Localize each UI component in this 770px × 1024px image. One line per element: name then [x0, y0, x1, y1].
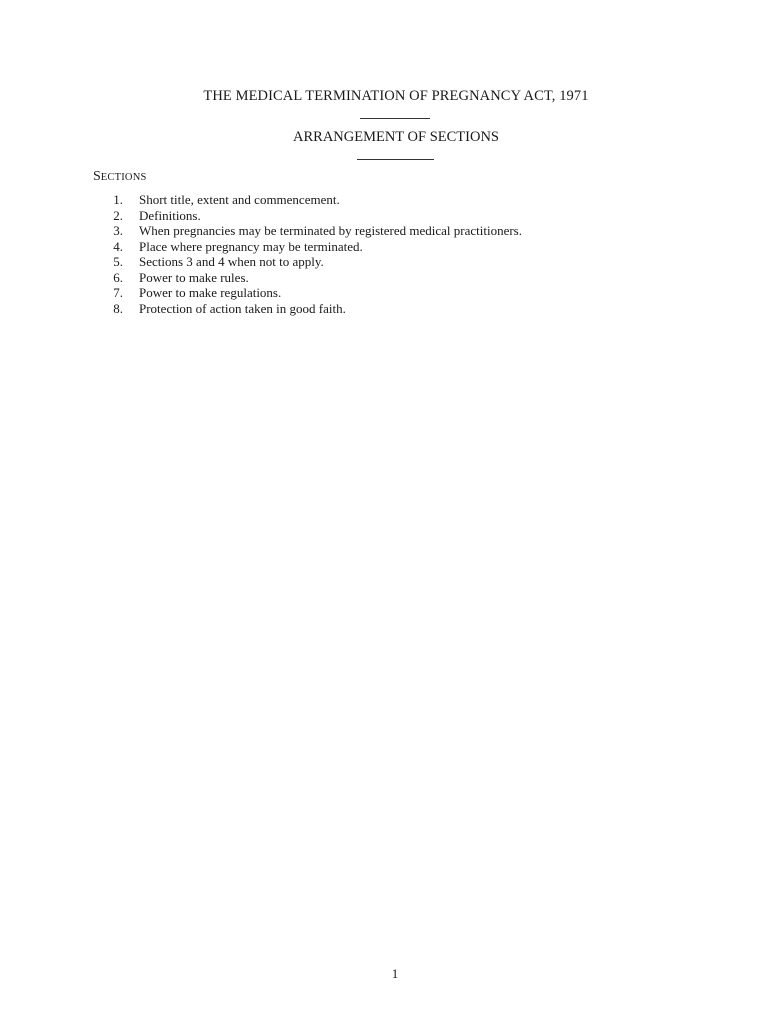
section-number: 8.: [113, 300, 123, 316]
section-number: 1.: [113, 192, 123, 207]
section-title: Protection of action taken in good faith.: [139, 300, 346, 316]
section-title: Definitions.: [139, 207, 201, 223]
section-number: 2.: [113, 207, 123, 223]
section-item: [96, 208, 522, 224]
section-title: Power to make regulations.: [139, 285, 282, 300]
section-item: [96, 301, 522, 317]
section-title: When pregnancies may be terminated by registered medical practitioners.: [139, 223, 522, 238]
act-title: THE MEDICAL TERMINATION OF PREGNANCY ACT, 1971: [203, 88, 589, 104]
section-number: 4.: [113, 238, 123, 254]
section-title: Place where pregnancy may be terminated.: [139, 238, 363, 254]
sections-label-rest: ECTIONS: [100, 172, 147, 183]
section-item: [96, 223, 522, 239]
section-number: 6.: [113, 269, 123, 285]
section-list: [96, 192, 522, 316]
section-title: Power to make rules.: [139, 269, 249, 285]
section-item: [96, 270, 522, 286]
sections-label: [93, 169, 147, 185]
section-item: [96, 285, 522, 301]
section-item: [96, 239, 522, 255]
section-item: [96, 192, 522, 208]
arrangement-heading: ARRANGEMENT OF SECTIONS: [293, 129, 499, 145]
sections-label-initial: S: [93, 169, 101, 184]
page-number: 1: [391, 966, 399, 981]
section-title: Short title, extent and commencement.: [139, 192, 340, 207]
section-number: 7.: [113, 285, 123, 300]
section-number: 5.: [113, 254, 123, 269]
heading-divider: [357, 159, 434, 160]
section-number: 3.: [113, 223, 123, 238]
title-divider: [360, 118, 430, 119]
section-item: [96, 254, 522, 270]
section-title: Sections 3 and 4 when not to apply.: [139, 254, 324, 269]
